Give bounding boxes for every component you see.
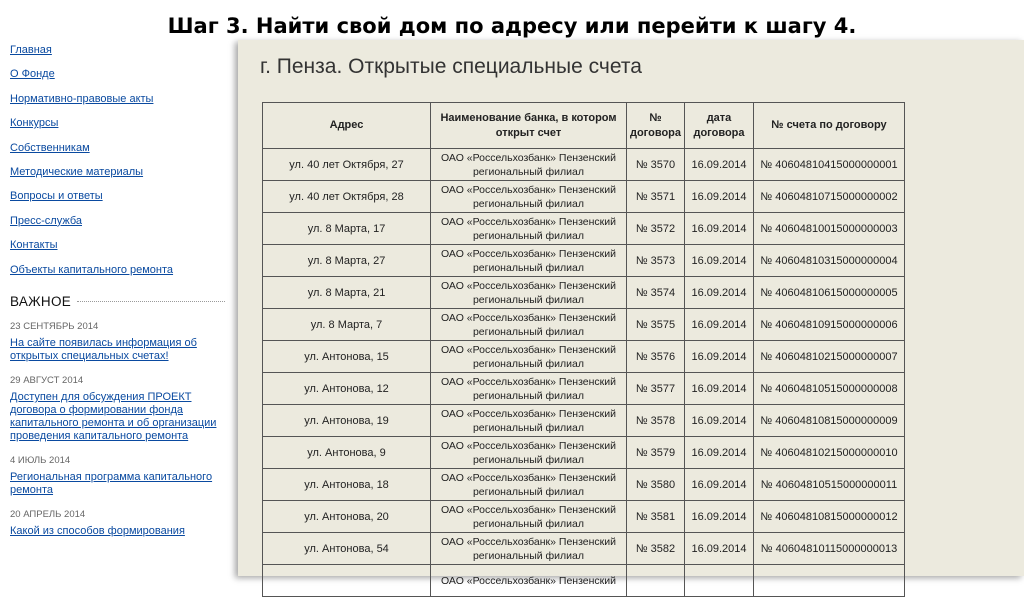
cell-contract-number: № 3572	[627, 213, 685, 245]
news-link[interactable]: Какой из способов формирования	[10, 524, 185, 537]
cell-address: ул. 8 Марта, 7	[263, 309, 431, 341]
cell-contract-number: № 3582	[627, 533, 685, 565]
nav-link-materials[interactable]: Методические материалы	[10, 165, 144, 178]
cell-bank: ОАО «Россельхозбанк» Пензенский региональный филиал	[431, 469, 627, 501]
cell-account-number: № 40604810715000000002	[754, 181, 905, 213]
cell-address	[263, 565, 431, 597]
table-header-row	[263, 103, 905, 149]
sidebar	[10, 42, 225, 538]
cell-address: ул. Антонова, 20	[263, 501, 431, 533]
cell-bank: ОАО «Россельхозбанк» Пензенский	[431, 565, 627, 597]
cell-contract-date: 16.09.2014	[685, 309, 754, 341]
cell-contract-date: 16.09.2014	[685, 469, 754, 501]
cell-address: ул. 8 Марта, 27	[263, 245, 431, 277]
cell-account-number: № 40604810615000000005	[754, 277, 905, 309]
header-account-number: № счета по договору	[754, 103, 905, 149]
page-heading: г. Пенза. Открытые специальные счета	[260, 55, 642, 78]
nav-link-regulations[interactable]: Нормативно-правовые акты	[10, 92, 154, 105]
news-link[interactable]: Региональная программа капитального ремонта	[10, 470, 213, 496]
cell-bank: ОАО «Россельхозбанк» Пензенский региональный филиал	[431, 181, 627, 213]
table-row	[263, 149, 905, 181]
cell-address: ул. Антонова, 54	[263, 533, 431, 565]
cell-bank: ОАО «Россельхозбанк» Пензенский региональный филиал	[431, 405, 627, 437]
cell-contract-date: 16.09.2014	[685, 533, 754, 565]
cell-contract-number: № 3573	[627, 245, 685, 277]
table-row	[263, 533, 905, 565]
cell-bank: ОАО «Россельхозбанк» Пензенский региональный филиал	[431, 437, 627, 469]
cell-bank: ОАО «Россельхозбанк» Пензенский региональный филиал	[431, 277, 627, 309]
nav-link-contests[interactable]: Конкурсы	[10, 117, 59, 130]
cell-address: ул. 40 лет Октября, 28	[263, 181, 431, 213]
cell-account-number: № 40604810515000000008	[754, 373, 905, 405]
table-row	[263, 181, 905, 213]
cell-contract-number: № 3580	[627, 469, 685, 501]
cell-contract-date: 16.09.2014	[685, 341, 754, 373]
cell-bank: ОАО «Россельхозбанк» Пензенский региональный филиал	[431, 373, 627, 405]
cell-account-number: № 40604810815000000012	[754, 501, 905, 533]
cell-account-number: № 40604810515000000011	[754, 469, 905, 501]
important-heading-text: ВАЖНОЕ	[10, 293, 72, 309]
cell-bank: ОАО «Россельхозбанк» Пензенский региональный филиал	[431, 213, 627, 245]
cell-address: ул. 8 Марта, 17	[263, 213, 431, 245]
cell-contract-date: 16.09.2014	[685, 373, 754, 405]
cell-contract-number: № 3575	[627, 309, 685, 341]
cell-account-number: № 40604810015000000003	[754, 213, 905, 245]
important-section-heading	[10, 294, 225, 309]
header-contract-date: дата договора	[685, 103, 754, 149]
cell-contract-number: № 3570	[627, 149, 685, 181]
news-link[interactable]: На сайте появилась информация об открытых специальных счетах!	[10, 336, 197, 362]
cell-contract-date: 16.09.2014	[685, 501, 754, 533]
nav-link-owners[interactable]: Собственникам	[10, 141, 90, 154]
cell-address: ул. Антонова, 15	[263, 341, 431, 373]
cell-address: ул. Антонова, 12	[263, 373, 431, 405]
header-bank: Наименование банка, в котором открыт счет	[431, 103, 627, 149]
cell-contract-number: № 3579	[627, 437, 685, 469]
cell-bank: ОАО «Россельхозбанк» Пензенский региональный филиал	[431, 341, 627, 373]
cell-contract-date	[685, 565, 754, 597]
cell-contract-number: № 3571	[627, 181, 685, 213]
nav-link-contacts[interactable]: Контакты	[10, 239, 58, 252]
cell-account-number: № 40604810915000000006	[754, 309, 905, 341]
cell-contract-number: № 3574	[627, 277, 685, 309]
table-body	[263, 149, 905, 597]
cell-account-number	[754, 565, 905, 597]
header-contract-number: № договора	[627, 103, 685, 149]
news-date: 20 АПРЕЛЬ 2014	[10, 508, 86, 520]
slide-title: Шаг 3. Найти свой дом по адресу или перейти к шагу 4.	[167, 14, 857, 38]
news-link[interactable]: Доступен для обсуждения ПРОЕКТ договора о формировании фонда капитального ремонта и об организации проведения капитального ремонта	[10, 390, 217, 442]
cell-address: ул. 40 лет Октября, 27	[263, 149, 431, 181]
cell-account-number: № 40604810815000000009	[754, 405, 905, 437]
nav-link-about[interactable]: О Фонде	[10, 68, 55, 81]
cell-address: ул. 8 Марта, 21	[263, 277, 431, 309]
cell-bank: ОАО «Россельхозбанк» Пензенский региональный филиал	[431, 245, 627, 277]
news-date: 4 ИЮЛЬ 2014	[10, 454, 71, 466]
cell-contract-number: № 3576	[627, 341, 685, 373]
table-row	[263, 277, 905, 309]
cell-contract-number: № 3578	[627, 405, 685, 437]
cell-address: ул. Антонова, 9	[263, 437, 431, 469]
cell-account-number: № 40604810215000000010	[754, 437, 905, 469]
cell-contract-number: № 3581	[627, 501, 685, 533]
news-date: 29 АВГУСТ 2014	[10, 374, 84, 386]
nav-link-home[interactable]: Главная	[10, 44, 52, 56]
accounts-table	[262, 102, 905, 597]
table-row	[263, 565, 905, 597]
table-row	[263, 405, 905, 437]
table-row	[263, 309, 905, 341]
table-row	[263, 437, 905, 469]
cell-account-number: № 40604810415000000001	[754, 149, 905, 181]
nav-link-press[interactable]: Пресс-служба	[10, 214, 82, 227]
table-row	[263, 501, 905, 533]
table-row	[263, 245, 905, 277]
cell-contract-date: 16.09.2014	[685, 213, 754, 245]
cell-bank: ОАО «Россельхозбанк» Пензенский региональный филиал	[431, 533, 627, 565]
accounts-table-wrapper	[262, 102, 904, 597]
cell-contract-date: 16.09.2014	[685, 245, 754, 277]
table-row	[263, 213, 905, 245]
cell-contract-number: № 3577	[627, 373, 685, 405]
cell-bank: ОАО «Россельхозбанк» Пензенский региональный филиал	[431, 149, 627, 181]
cell-contract-date: 16.09.2014	[685, 437, 754, 469]
table-row	[263, 341, 905, 373]
cell-contract-date: 16.09.2014	[685, 277, 754, 309]
cell-contract-number	[627, 565, 685, 597]
table-row	[263, 469, 905, 501]
cell-bank: ОАО «Россельхозбанк» Пензенский региональный филиал	[431, 309, 627, 341]
cell-contract-date: 16.09.2014	[685, 405, 754, 437]
news-date: 23 СЕНТЯБРЬ 2014	[10, 320, 99, 332]
cell-contract-date: 16.09.2014	[685, 149, 754, 181]
cell-account-number: № 40604810115000000013	[754, 533, 905, 565]
cell-address: ул. Антонова, 19	[263, 405, 431, 437]
dotted-divider	[77, 301, 225, 302]
table-row	[263, 373, 905, 405]
nav-link-objects[interactable]: Объекты капитального ремонта	[10, 263, 174, 276]
cell-bank: ОАО «Россельхозбанк» Пензенский региональный филиал	[431, 501, 627, 533]
cell-account-number: № 40604810315000000004	[754, 245, 905, 277]
cell-contract-date: 16.09.2014	[685, 181, 754, 213]
cell-account-number: № 40604810215000000007	[754, 341, 905, 373]
header-address: Адрес	[263, 103, 431, 149]
cell-address: ул. Антонова, 18	[263, 469, 431, 501]
nav-link-faq[interactable]: Вопросы и ответы	[10, 190, 103, 203]
